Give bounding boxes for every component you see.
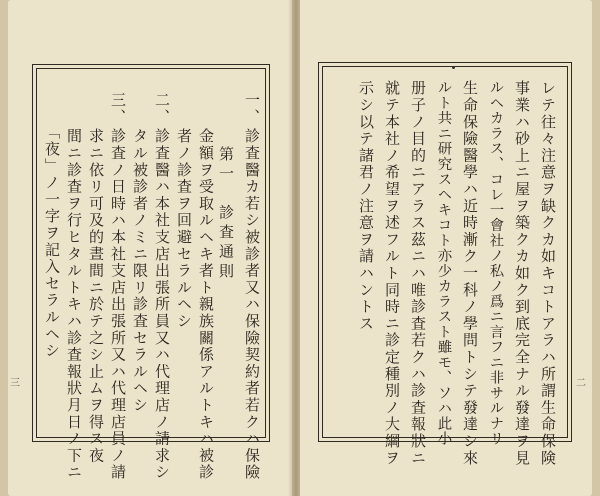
ink-dot: [452, 66, 455, 69]
body-line: 事業ハ砂上ニ屋ヲ築クカ如ク到底完全ナル發達ヲ見: [513, 80, 531, 467]
item-line: 間ニ診査ヲ行ヒタルトキハ診査報狀月日ノ下ニ: [65, 128, 83, 481]
item-number: 一、: [243, 92, 261, 126]
body-line: 生命保險醫學ハ近時漸ク一科ノ學問トシテ發達シ來: [461, 80, 479, 467]
body-line: ルヘカラス、コレ一會社ノ私ノ爲ニ言フニ非サルナリ: [487, 80, 504, 447]
item-number: 三、: [109, 92, 127, 126]
item-line: 金額ヲ受取ルヘキ者ト親族關係アルトキハ被診: [197, 128, 215, 481]
right-folio: 二: [576, 378, 586, 389]
left-folio: 三: [10, 378, 20, 389]
body-line: レテ往々注意ヲ缺クカ如キコトアラハ所謂生命保険: [539, 80, 557, 467]
body-line: 示シ以テ諸君ノ注意ヲ請ハントス: [357, 80, 375, 332]
item-line: 求ニ依リ可及的晝間ニ於テ之シ止ムヲ得ス夜: [87, 128, 105, 464]
right-page: [300, 0, 592, 496]
left-page: [8, 0, 292, 496]
item-line: 者ノ診査ヲ回避セラルヘシ: [175, 128, 193, 330]
item-line: 診査醫ハ本社支店出張所員又ハ代理店ノ請求シ: [153, 128, 171, 481]
item-line: タル被診者ノミニ限リ診査セラルヘシ: [131, 128, 149, 414]
body-line: ルト共ニ研究スヘキコト亦少カラスト雖モ、ソハ此小: [435, 80, 452, 447]
item-number: 二、: [153, 92, 171, 126]
section-title: 第一 診査通則: [217, 146, 235, 283]
body-line: 就テ本社ノ希望ヲ述フルト同時ニ診定種別ノ大綱ヲ: [383, 80, 401, 467]
item-line: 診査醫カ若シ被診者又ハ保險契約者若クハ保險: [243, 128, 261, 481]
body-line: 册子ノ目的ニアラス茲ニハ唯診査若クハ診査報狀ニ: [409, 80, 427, 467]
item-line: 診査ノ日時ハ本社支店出張所又ハ代理店員ノ請: [109, 128, 127, 481]
item-line: 「夜」ノ一字ヲ記入セラルヘシ: [43, 124, 61, 360]
